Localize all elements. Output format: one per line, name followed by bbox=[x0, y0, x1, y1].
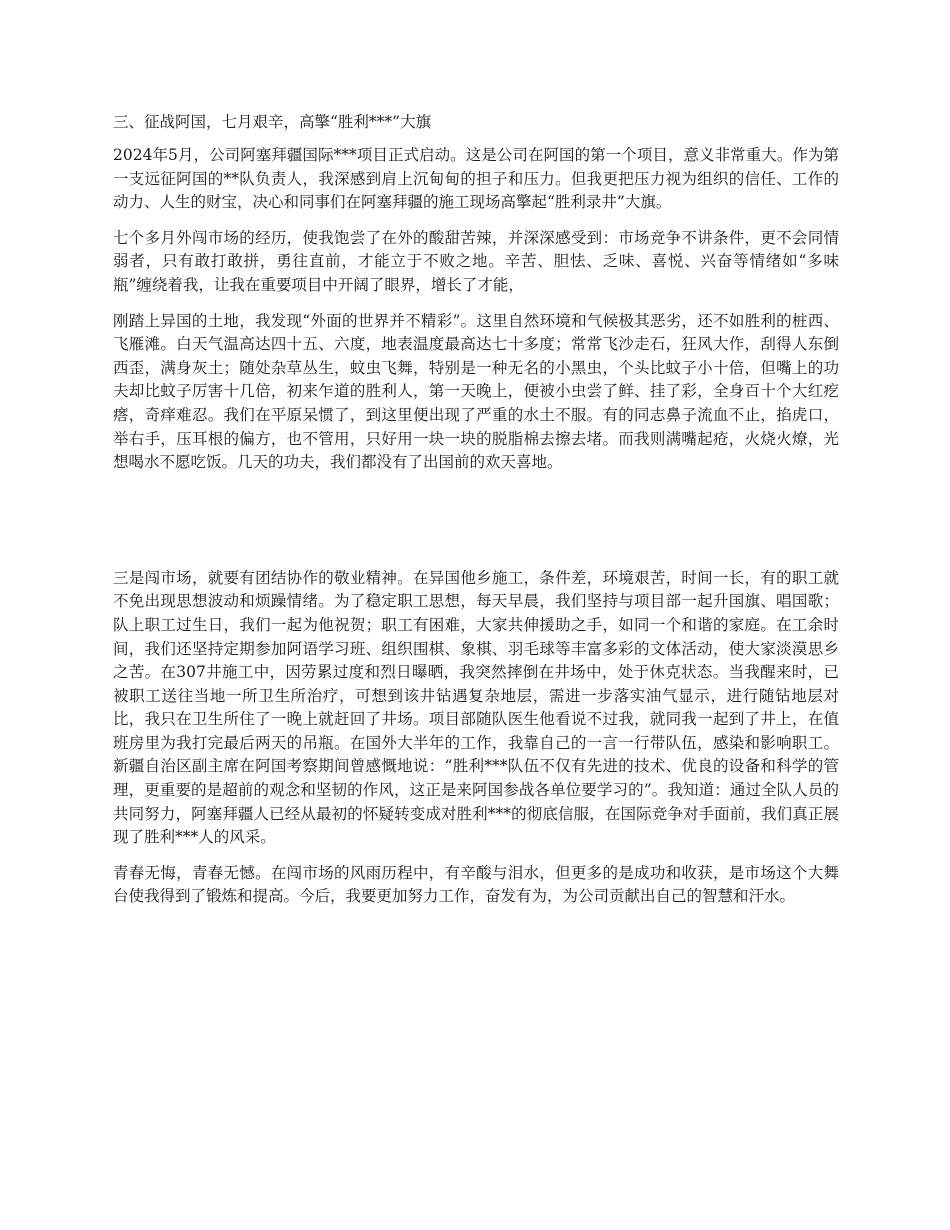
page-gap bbox=[113, 487, 839, 567]
paragraph-harsh-environment: 刚踏上异国的土地，我发现“外面的世界并不精彩”。这里自然环境和气候极其恶劣，还不如胜利的桩西、飞雁滩。白天气温高达四十五、六度，地表温度最高达七十多度；常常飞沙走石，狂风大作，刮得人东倒西歪，满身灰土；随处杂草丛生，蚊虫飞舞，特别是一种无名的小黑虫，个头比蚊子小十倍，但嘴上的功夫却比蚊子厉害十几倍，初来乍道的胜利人，第一天晚上，便被小虫尝了鲜、挂了彩，全身百十个大红疙瘩，奇痒难忍。我们在平原呆惯了，到这里便出现了严重的水土不服。有的同志鼻子流血不止，掐虎口，举右手，压耳根的偏方，也不管用，只好用一块一块的脱脂棉去擦去堵。而我则满嘴起疮，火烧火燎，光想喝水不愿吃饭。几天的功夫，我们都没有了出国前的欢天喜地。 bbox=[113, 311, 839, 472]
document-page bbox=[113, 110, 839, 921]
paragraph-conclusion: 青春无悔，青春无憾。在闯市场的风雨历程中，有辛酸与泪水，但更多的是成功和收获，是市场这个大舞台使我得到了锻炼和提高。今后，我要更加努力工作，奋发有为，为公司贡献出自己的智慧和汗水。 bbox=[113, 863, 839, 906]
paragraph-teamwork: 三是闯市场，就要有团结协作的敬业精神。在异国他乡施工，条件差，环境艰苦，时间一长，有的职工就不免出现思想波动和烦躁情绪。为了稳定职工思想，每天早晨，我们坚持与项目部一起升国旗、唱国歌；队上职工过生日，我们一起为他祝贺；职工有困难，大家共伸援助之手，如同一个和谐的家庭。在工余时间，我们还坚持定期参加阿语学习班、组织围棋、象棋、羽毛球等丰富多彩的文体活动，使大家淡漠思乡之苦。在307井施工中，因劳累过度和烈日曝晒，我突然摔倒在井场中，处于休克状态。当我醒来时，已被职工送往当地一所卫生所治疗，可想到该井钻遇复杂地层，需进一步落实油气显示，进行随钻地层对比，我只在卫生所住了一晚上就赶回了井场。项目部随队医生他看说不过我，就同我一起到了井上，在值班房里为我打完最后两天的吊瓶。在国外大半年的工作，我靠自己的一言一行带队伍，感染和影响职工。新疆自治区副主席在阿国考察期间曾感慨地说：“胜利***队伍不仅有先进的技术、优良的设备和科学的管理，更重要的是超前的观念和坚韧的作风，这正是来阿国参战各单位要学习的”。我知道：通过全队人员的共同努力，阿塞拜疆人已经从最初的怀疑转变成对胜利***的彻底信服，在国际竞争对手面前，我们真正展现了胜利***人的风采。 bbox=[113, 568, 839, 847]
section-heading: 三、征战阿国，七月艰辛，高擎“胜利***”大旗 bbox=[113, 113, 432, 131]
paragraph-project-launch: 2024年5月，公司阿塞拜疆国际***项目正式启动。这是公司在阿国的第一个项目，意义非常重大。作为第一支远征阿国的**队负责人，我深感到肩上沉甸甸的担子和压力。但我更把压力视为组织的信任、工作的动力、人生的财宝，决心和同事们在阿塞拜疆的施工现场高擎起“胜利录井”大旗。 bbox=[113, 146, 839, 212]
paragraph-market-experience: 七个多月外闯市场的经历，使我饱尝了在外的酸甜苦辣，并深深感受到：市场竞争不讲条件，更不会同情弱者，只有敢打敢拼，勇往直前，才能立于不败之地。辛苦、胆怯、乏味、喜悦、兴奋等情绪如“多味瓶”缠绕着我，让我在重要项目中开阔了眼界，增长了才能， bbox=[113, 228, 839, 294]
